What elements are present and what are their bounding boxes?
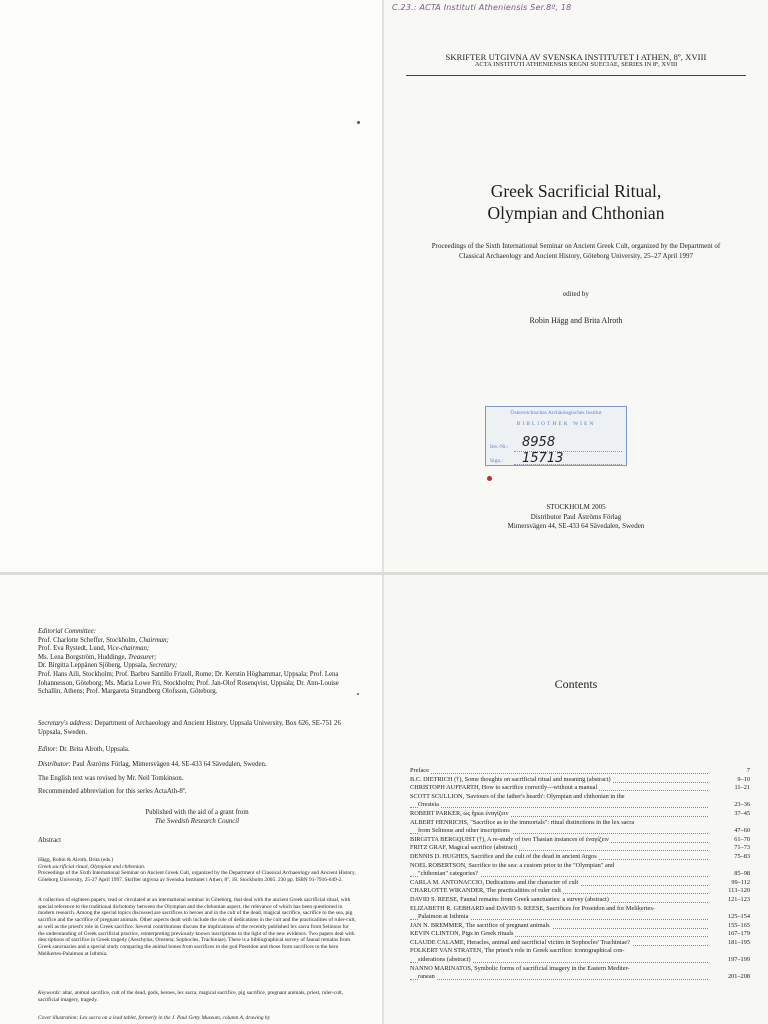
publication-info xyxy=(384,503,768,532)
toc-entry-title: CHRISTOPH AUFFARTH, How to sacrifice correctly—without a manual xyxy=(410,784,598,792)
toc-entry-title: JAN N. BREMMER, The sacrifice of pregnant animals xyxy=(410,921,550,929)
toc-entry-page: 99–112 xyxy=(708,879,750,888)
toc-entry-page: 71–73 xyxy=(708,844,750,853)
citation-authors: Hägg, Robin & Alroth, Brita (eds.) xyxy=(38,857,114,863)
toc-entry-title: B.C. DIETRICH (†), Some thoughts on sacrificial ritual and meaning (abstract) xyxy=(410,775,611,783)
toc-entry-page: 9–10 xyxy=(708,776,750,785)
abstract-citation xyxy=(38,857,356,884)
toc-entry xyxy=(410,836,750,845)
table-of-contents xyxy=(410,767,750,982)
red-ink-dot xyxy=(487,476,492,481)
toc-entry-title: CHARLOTTE WIKANDER, The practicalities of ruler cult xyxy=(410,887,562,895)
speck-mark xyxy=(357,121,360,124)
toc-entry-title: "chthonian" categories? xyxy=(418,870,478,878)
toc-entry-page: 201–208 xyxy=(708,973,750,982)
keywords: Keywords: altar, animal sacrifice, cult of the dead, gods, heroes, lex sacra, magical sacrifice, pig sacrifice, pregnant animals, priest, ruler-cult, sacrificial imagery, tragedy. xyxy=(38,990,344,1003)
stamp-library: BIBLIOTHEK WIEN xyxy=(516,421,596,427)
blank-page-top-left xyxy=(0,0,382,572)
secretary-address: Secretary's address: Department of Archaeology and Ancient History, Uppsala University, Box 626, SE-751 26 Uppsala, Sweden. xyxy=(38,720,341,736)
contents-heading: Contents xyxy=(554,677,598,691)
toc-entry-title: SCOTT SCULLION, 'Saviours of the father's hearth': Olympian and chthonian in the xyxy=(410,792,625,800)
edited-by-label: edited by xyxy=(563,290,589,298)
toc-entry xyxy=(410,973,750,982)
toc-entry-page: 7 xyxy=(708,767,750,776)
grant-note xyxy=(38,809,356,826)
toc-entry-page: 47–60 xyxy=(708,827,750,836)
book-title xyxy=(384,180,768,224)
toc-entry xyxy=(410,767,750,776)
toc-entry-page: 113–120 xyxy=(708,887,750,896)
toc-entry-page: 121–123 xyxy=(708,896,750,905)
toc-entry xyxy=(410,862,750,871)
toc-entry-title: ALBERT HENRICHS, "Sacrifice as to the immortals": ritual distinctions in the lex sacra xyxy=(410,818,635,826)
toc-entry-page: 181–195 xyxy=(708,939,750,948)
stamp-inv-label: Inv.-Nr.: xyxy=(490,444,509,450)
toc-entry-page: 61–70 xyxy=(708,836,750,845)
toc-entry-title: CARLA M. ANTONACCIO, Dedications and the character of cult xyxy=(410,878,579,886)
book-title-line2: Olympian and Chthonian xyxy=(487,203,665,223)
committee-member: Prof. Charlotte Scheffer, Stockholm, Chairman; xyxy=(38,636,169,644)
editor-line: Editor: Dr. Brita Alroth, Uppsala. xyxy=(38,746,130,753)
toc-entry xyxy=(410,887,750,896)
publication-place: STOCKHOLM 2005 xyxy=(546,503,606,511)
book-gutter xyxy=(382,0,384,1024)
toc-entry xyxy=(410,905,750,914)
citation-details: Proceedings of the Sixth International Seminar on Ancient Greek Cult, organized by the Department of Classical Archaeology and Ancient History, Göteborg University, 25-27 April 1997. Skrifter utgivna av Svenska Institutet i Athen, 8º, 18. Stockholm 2005. 230 pp. ISBN 91-7916-049-2. xyxy=(38,870,356,884)
header-rule xyxy=(406,75,746,76)
toc-entry-title: FOLKERT VAN STRATEN, The priest's role in Greek sacrifice: iconographical con- xyxy=(410,947,625,955)
toc-entry xyxy=(410,844,750,853)
toc-entry-title: ROBERT PARKER, ὡς ἥρωι ἐναγίζειν xyxy=(410,809,509,817)
toc-entry xyxy=(410,939,750,948)
series-title-latin: ACTA INSTITUTI ATHENIENSIS REGNI SUECIAE, SERIES IN 8º, XVIII xyxy=(474,61,678,68)
toc-entry-title: BIRGITTA BERGQUIST (†), A re-study of two Thasian instances of ἐναγίζειν xyxy=(410,835,609,843)
toc-entry-page: 11–21 xyxy=(708,784,750,793)
toc-entry xyxy=(410,913,750,922)
toc-entry-title: DAVID S. REESE, Faunal remains from Greek sanctuaries: a survey (abstract) xyxy=(410,895,609,903)
abstract-body: A collection of eighteen papers, read or circulated at an international seminar in Göteborg, that deal with the ancient Greek sacrificial ritual, with special reference to the traditional dichotomy between the Olympian and the chthonian aspect, the relevance of which has been questioned in modern research. Among the special topics discussed are sacrifices to heroes and in the cult of the dead, magical sacrifice, sacrifice to the sea, pig sacrifice and the sacrifice of pregnant animals. Other aspects dealt with include the role of dedications in the cult and the practicalities of ruler-cult, as well as the priest's role in Greek sacrifice. Several contributions discuss the implications of the recently published lex sacra from Selinous for the understanding of Greek sacrificial practice, reinterpreting previously known inscriptions in the light of the new evidence. Two papers deal with descriptions of sacrifice in Greek tragedy (Aeschylus, Oresteia; Sophocles, Trachiniae). There is a bibliographical survey of faunal remains from Greek sanctuaries and a special study comparing the animal bones from sacrifices to the god Poseidon and those from sacrifices to the hero Melikertes-Palaimon at Isthmia. xyxy=(38,897,356,957)
series-title: SKRIFTER UTGIVNA AV SVENSKA INSTITUTET I ATHEN, 8º, XVIII xyxy=(445,52,707,62)
stamp-inv-number: 8958 xyxy=(522,435,556,450)
book-title-line1: Greek Sacrificial Ritual, xyxy=(490,181,662,201)
toc-leader-dots xyxy=(410,973,708,980)
toc-entry-page: 75–83 xyxy=(708,853,750,862)
toc-entry-title: NOEL ROBERTSON, Sacrifice to the sea: a custom prior to the "Olympian" and xyxy=(410,861,615,869)
toc-entry xyxy=(410,827,750,836)
toc-entry xyxy=(410,956,750,965)
toc-entry-title: ranean xyxy=(418,973,435,981)
editors-names: Robin Hägg and Brita Alroth xyxy=(529,316,623,325)
citation-title: Greek sacrificial ritual, Olympian and chthonian. xyxy=(38,863,146,870)
toc-entry xyxy=(410,930,750,939)
committee-member: Dr. Birgitta Leppänen Sjöberg, Uppsala, Secretary; xyxy=(38,662,178,670)
stamp-sign-number: 15713 xyxy=(522,451,564,466)
toc-entry-page: 155–165 xyxy=(708,922,750,931)
toc-entry-title: Preface xyxy=(410,767,429,774)
library-stamp xyxy=(485,406,627,466)
committee-heading: Editorial Committee: xyxy=(38,628,96,635)
toc-entry-title: CLAUDE CALAME, Heracles, animal and sacrificial victim in Sophocles' Trachiniae? xyxy=(410,938,630,946)
toc-entry-page: 85–98 xyxy=(708,870,750,879)
handwritten-note: C.23.: ACTA Instituti Atheniensis Ser.8º, 18 xyxy=(392,3,572,12)
committee-rest: Prof. Hans Aili, Stockholm; Prof. Barbro Santillo Frizell, Rome; Dr. Kerstin Höghammar, Uppsala; Prof. Lena Johannesson, Göteborg; Ms. Maria Lowe Fri, Stockholm; Prof. Jan-Olof Rosenqvist, Uppsala; Dr. Ann-Louise Schallin, Athens; Prof. Margareta Strandberg Olofsson, Göteborg. xyxy=(38,670,339,696)
abstract-heading: Abstract xyxy=(38,837,62,844)
toc-leader-dots xyxy=(410,801,708,808)
toc-entry-title: ELIZABETH R. GEBHARD and DAVID S. REESE, Sacrifices for Poseidon and for Melikertes- xyxy=(410,904,655,912)
toc-entry-page: 37–45 xyxy=(708,810,750,819)
stamp-sign-label: Sign.: xyxy=(490,458,503,464)
toc-entry-title: FRITZ GRAF, Magical sacrifice (abstract) xyxy=(410,844,518,852)
toc-entry xyxy=(410,801,750,810)
committee-member: Prof. Eva Rystedt, Lund, Vice-chairman; xyxy=(38,645,150,653)
toc-entry xyxy=(410,784,750,793)
stamp-institution: Österreichisches Archäologisches Institut xyxy=(510,410,602,416)
toc-entry xyxy=(410,793,750,802)
toc-entry xyxy=(410,965,750,974)
toc-entry-title: Oresteia xyxy=(418,801,439,809)
cover-illustration-note: Cover illustration: Lex sacra on a lead tablet, formerly in the J. Paul Getty Museum, column A, drawing by xyxy=(38,1015,270,1021)
publication-distributor: Distributor Paul Åströms Förlag xyxy=(530,512,622,521)
proceedings-description: Proceedings of the Sixth International Seminar on Ancient Greek Cult, organized by the Department of Classical Archaeology and Ancient History, Göteborg University, 25–27 April 1997 xyxy=(431,242,721,260)
toc-entry-title: NANNO MARINATOS, Symbolic forms of sacrificial imagery in the Eastern Mediter- xyxy=(410,964,630,972)
toc-entry xyxy=(410,896,750,905)
toc-entry xyxy=(410,853,750,862)
toc-entry-page: 23–36 xyxy=(708,801,750,810)
distributor-line: Distributor: Paul Åströms Förlag, Mimersvägen 44, SE-433 64 Sävedalen, Sweden. xyxy=(38,761,267,768)
publication-address: Mimersvägen 44, SE-433 64 Sävedalen, Sweden xyxy=(507,522,645,530)
toc-entry xyxy=(410,819,750,828)
toc-entry xyxy=(410,870,750,879)
toc-entry xyxy=(410,947,750,956)
page-divider xyxy=(0,572,768,575)
toc-entry-title: Palaimon at Isthmia xyxy=(418,913,469,921)
abbreviation-note: Recommended abbreviation for this series ActaAth-8º. xyxy=(38,788,187,795)
editorial-committee xyxy=(38,628,356,697)
toc-entry xyxy=(410,922,750,931)
toc-leader-dots xyxy=(410,767,708,774)
toc-entry-title: DENNIS D. HUGHES, Sacrifice and the cult of the dead in ancient Argos xyxy=(410,852,597,860)
toc-entry xyxy=(410,810,750,819)
grant-line1: Published with the aid of a grant from xyxy=(145,809,249,816)
toc-entry-title: from Selinous and other inscriptions xyxy=(418,827,510,835)
grant-line2: The Swedish Research Council xyxy=(154,817,240,825)
toc-entry xyxy=(410,776,750,785)
colophon-page xyxy=(0,575,382,1024)
committee-member: Ms. Lena Borgström, Huddinge, Treasurer; xyxy=(38,653,157,661)
revision-note: The English text was revised by Mr. Neil Tomkinson. xyxy=(38,775,184,782)
toc-entry-page: 125–154 xyxy=(708,913,750,922)
toc-entry-page: 197–199 xyxy=(708,956,750,965)
speck-mark xyxy=(357,693,359,695)
toc-entry-title: KEVIN CLINTON, Pigs in Greek rituals xyxy=(410,930,514,938)
title-page xyxy=(384,0,768,572)
toc-entry-page: 167–179 xyxy=(708,930,750,939)
toc-entry-title: siderations (abstract) xyxy=(418,956,471,964)
contents-page xyxy=(384,575,768,1024)
toc-entry xyxy=(410,879,750,888)
